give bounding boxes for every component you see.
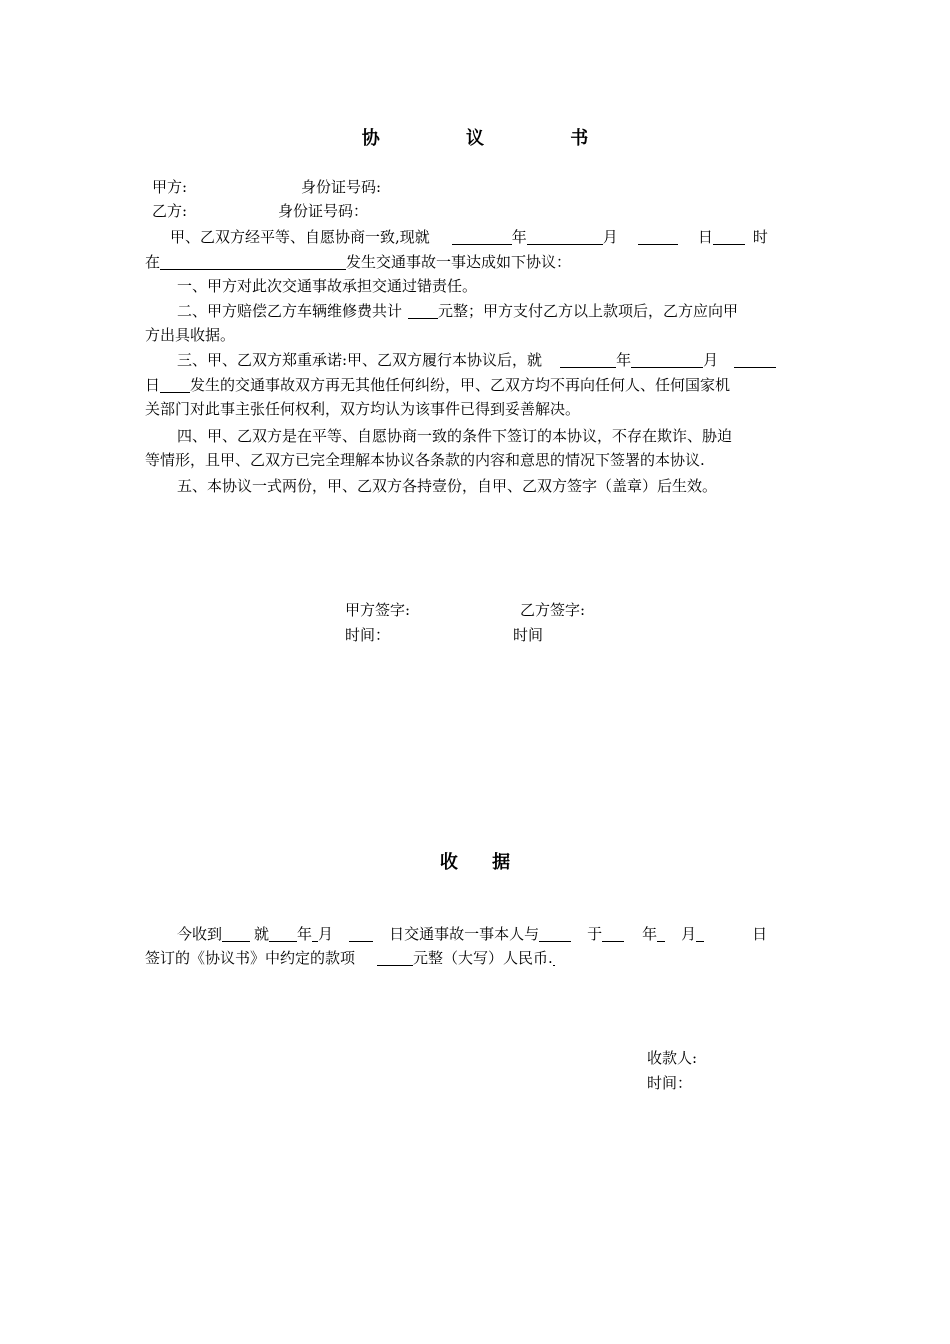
blank-counterparty xyxy=(539,924,571,942)
blank-repair-fee xyxy=(408,301,438,319)
receipt-line-1: 今收到 就 年 月 日交通事故一事本人与 于 年 月 日 xyxy=(177,925,768,943)
blank-year xyxy=(452,227,512,245)
payee-label: 收款人: xyxy=(647,1049,698,1067)
clause-3-line-2: 日 发生的交通事故双方再无其他任何纠纷，甲、乙双方均不再向任何人、任何国家机 xyxy=(145,376,731,394)
clause-4-line-2: 等情形，且甲、乙双方已完全理解本协议各条款的内容和意思的情况下签署的本协议. xyxy=(145,451,705,469)
party-b-time-label: 时间 xyxy=(513,626,544,644)
blank-month xyxy=(527,227,603,245)
receipt-line-2: 签订的《协议书》中约定的款项 元整（大写）人民币. xyxy=(145,949,553,967)
clause-2-line-1: 二、甲方赔偿乙方车辆维修费共计 元整；甲方支付乙方以上款项后，乙方应向甲 xyxy=(177,302,739,320)
blank-sign-month xyxy=(657,924,665,942)
blank-sign-day xyxy=(696,924,704,942)
blank-clause3-day-2 xyxy=(160,375,190,393)
party-b-id-label: 身份证号码： xyxy=(278,202,369,220)
blank-amount xyxy=(377,948,413,966)
clause-3-line-1: 三、甲、乙双方郑重承诺:甲、乙双方履行本协议后，就 年 月 xyxy=(177,348,776,372)
blank-receipt-year xyxy=(269,924,297,942)
party-a-time-label: 时间： xyxy=(345,626,391,644)
clause-5: 五、本协议一式两份，甲、乙双方各持壹份，自甲、乙双方签字（盖章）后生效。 xyxy=(177,477,718,495)
clause-1: 一、甲方对此次交通事故承担交通过错责任。 xyxy=(177,277,478,295)
agreement-title: 协 议 书 xyxy=(361,128,629,149)
blank-clause3-month xyxy=(631,350,703,368)
blank-sign-year xyxy=(602,924,624,942)
intro-line-2: 在 发生交通事故一事达成如下协议： xyxy=(145,253,572,271)
blank-receipt-day xyxy=(349,924,373,942)
clause-4-line-1: 四、甲、乙双方是在平等、自愿协商一致的条件下签订的本协议，不存在欺诈、胁迫 xyxy=(177,427,733,445)
blank-hour xyxy=(713,227,745,245)
blank-clause3-year xyxy=(560,350,616,368)
payee-time-label: 时间： xyxy=(647,1074,693,1092)
clause-2-line-2: 方出具收据。 xyxy=(145,326,236,344)
blank-location xyxy=(160,252,346,270)
party-b-label: 乙方: xyxy=(152,202,188,220)
blank-payer xyxy=(222,924,250,942)
party-b-signature-label: 乙方签字: xyxy=(520,601,586,619)
receipt-title: 收 据 xyxy=(439,852,525,873)
clause-3-line-3: 关部门对此事主张任何权利，双方均认为该事件已得到妥善解决。 xyxy=(145,400,581,418)
blank-clause3-day xyxy=(734,350,776,368)
party-a-id-label: 身份证号码: xyxy=(301,178,382,196)
party-a-label: 甲方: xyxy=(152,178,188,196)
blank-day xyxy=(638,227,678,245)
party-a-signature-label: 甲方签字: xyxy=(345,601,411,619)
intro-line-1: 甲、乙双方经平等、自愿协商一致,现就 年 月 日 时 xyxy=(170,228,768,246)
